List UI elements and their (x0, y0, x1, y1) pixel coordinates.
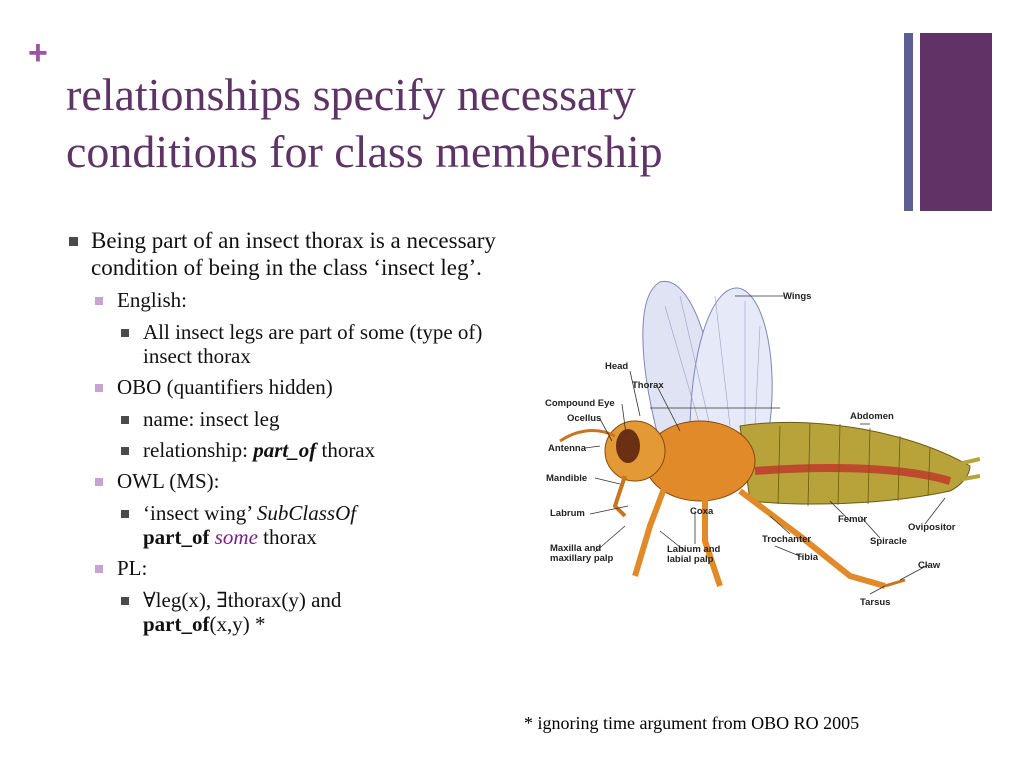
owl-part-of: part_of (143, 525, 210, 549)
main-bullet (66, 227, 516, 281)
accent-bar-thin (904, 33, 913, 211)
bullet-list (66, 227, 516, 643)
label-thorax: Thorax (632, 380, 664, 391)
pl-part-of: part_of (143, 612, 210, 636)
insect-anatomy-illustration (540, 276, 980, 616)
label-trochanter: Trochanter (762, 534, 812, 545)
label-femur: Femur (838, 514, 868, 525)
label-compound-eye: Compound Eye (545, 398, 615, 409)
label-claw: Claw (918, 560, 941, 571)
slide-title (66, 66, 886, 180)
obo-name: name: insect leg (143, 407, 280, 431)
title-line-2: conditions for class membership (66, 126, 663, 177)
pl-label: PL: (117, 556, 148, 580)
bullet-square-icon (121, 447, 129, 455)
english-text: All insect legs are part of some (type of) insect thorax (143, 320, 483, 368)
pl-formula-item (66, 588, 516, 636)
owl-class: ‘insect wing’ (143, 501, 257, 525)
obo-rel-suffix: thorax (316, 438, 376, 462)
sub-bullet-icon (95, 565, 103, 573)
owl-some: some (214, 525, 258, 549)
obo-item (66, 375, 516, 400)
label-labium-1: Labium and (667, 544, 721, 555)
pl-formula-2: (x,y) * (209, 612, 266, 636)
sub-bullet-icon (95, 478, 103, 486)
label-mandible: Mandible (546, 473, 588, 484)
label-ovipositor: Ovipositor (908, 522, 956, 533)
accent-bar-thick (920, 33, 992, 211)
owl-axiom-item (66, 501, 516, 549)
label-labrum: Labrum (550, 508, 585, 519)
english-label: English: (117, 288, 188, 312)
bullet-square-icon (121, 329, 129, 337)
footnote: * ignoring time argument from OBO RO 2005 (524, 713, 860, 733)
label-coxa: Coxa (690, 506, 714, 517)
label-maxilla-1: Maxilla and (550, 543, 602, 554)
obo-rel-prefix: relationship: (143, 438, 254, 462)
label-labium-2: labial palp (667, 554, 714, 565)
bullet-square-icon (121, 416, 129, 424)
bullet-square-icon (121, 510, 129, 518)
obo-relationship-item (66, 438, 516, 462)
label-tibia: Tibia (796, 552, 818, 563)
plus-icon: + (28, 34, 48, 72)
sub-bullet-icon (95, 297, 103, 305)
obo-name-item (66, 407, 516, 431)
owl-item (66, 469, 516, 494)
main-bullet-text: Being part of an insect thorax is a necessary condition of being in the class ‘insect leg’. (91, 228, 496, 280)
label-abdomen: Abdomen (850, 411, 894, 422)
bullet-square-icon (121, 597, 129, 605)
pl-formula-1: ∀leg(x), ∃thorax(y) and (143, 588, 342, 612)
english-text-item (66, 320, 516, 368)
label-spiracle: Spiracle (870, 536, 907, 547)
sub-bullet-icon (95, 384, 103, 392)
obo-rel-term: part_of (253, 438, 317, 462)
label-head: Head (605, 361, 629, 372)
label-tarsus: Tarsus (860, 597, 891, 608)
owl-label: OWL (MS): (117, 469, 220, 493)
title-line-1: relationships specify necessary (66, 69, 636, 120)
label-antenna: Antenna (548, 443, 586, 454)
label-ocellus: Ocellus (567, 413, 602, 424)
label-wings: Wings (783, 291, 812, 302)
pl-item (66, 556, 516, 581)
bullet-square-icon (69, 237, 78, 246)
owl-subclass: SubClassOf (256, 501, 357, 525)
obo-label: OBO (quantifiers hidden) (117, 375, 333, 399)
label-maxilla-2: maxillary palp (550, 553, 614, 564)
owl-thorax: thorax (257, 525, 317, 549)
english-item (66, 288, 516, 313)
